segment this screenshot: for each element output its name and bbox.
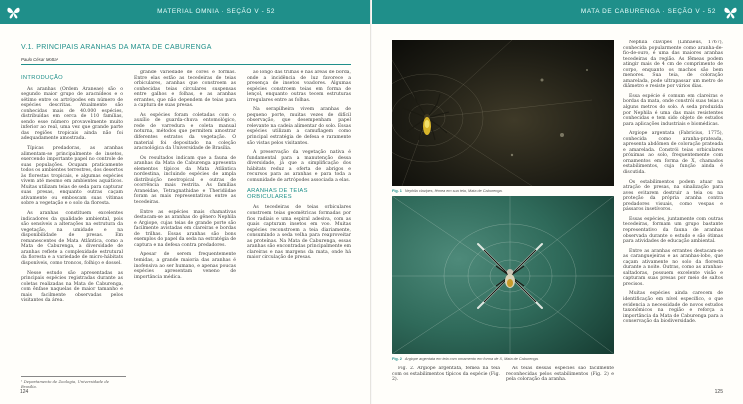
left-column-1 xyxy=(21,70,123,370)
right-bottom-column-1 xyxy=(392,366,500,386)
page-number-right: 125 xyxy=(714,389,723,395)
right-header-band xyxy=(372,0,743,24)
paragraph: Os resultados indicam que a fauna de aranhas da Mata de Caburenga apresenta elementos típicos da Mata Atlântica nordestina, incluindo espécies de ampla distribuição neotropical e outras de ocorrência mais restrita. As famílias Araneidae, Tetragnathidae e Theridiidae foram as mais representativas entre as tecedeiras. xyxy=(134,155,236,206)
paragraph: Típicas predadoras, as aranhas alimentam-se principalmente de insetos, exercendo importante papel no controle de suas populações. Ocupam praticamente todos os ambientes terrestres, dos desertos às florestas tropicais, e algumas espécies vivem até mesmo em ambientes aquáticos. Muitas utilizam teias de seda para capturar suas presas, enquanto outras caçam ativamente ou emboscam suas vítimas sobre a vegetação e o solo da floresta. xyxy=(21,146,123,207)
caption-fig-1-number: Fig. 1 xyxy=(392,189,402,193)
author-name: Paulo César Motta¹ xyxy=(21,57,59,62)
photo-argiope xyxy=(392,196,614,354)
paragraph: Apesar de serem frequentemente temidas, a grande maioria das aranhas é inofensiva ao ser humano, e apenas poucas espécies apresentam veneno de importância médica. xyxy=(134,252,236,280)
left-page xyxy=(0,0,371,404)
right-page xyxy=(372,0,743,404)
left-header-band xyxy=(0,0,371,24)
footnote: ¹ Departamento de Zoologia, Universidade de Brasília. xyxy=(21,376,126,389)
left-column-2 xyxy=(134,70,236,380)
paragraph: Argiope argentata (Fabricius, 1775), conhecida como aranha-prateada, apresenta abdômen de coloração prateada e amarelada. Constrói teias orbiculares próximas ao solo, frequentemente com ornamentos em forma de X, chamados estabilimentos, cuja função ainda é discutida. xyxy=(623,131,723,176)
paragraph: Muitas espécies ainda carecem de identificação em nível específico, o que evidencia a necessidade de novos estudos taxonômicos na região e reforça a importância da Mata de Caburenga para a conservação da biodiversidade. xyxy=(623,291,723,325)
paragraph: Nephila clavipes (Linnaeus, 1767), conhecida popularmente como aranha-de-fio-de-ouro, é uma das maiores aranhas tecedeiras da região. As fêmeas podem atingir mais de 4 cm de comprimento de corpo, enquanto os machos são bem menores. Sua teia, de coloração amarelada, pode ultrapassar um metro de diâmetro e resiste por vários dias. xyxy=(623,40,723,90)
paragraph: As aranhas (Ordem Araneae) são o segundo maior grupo de aracnídeos e o sétimo entre os artrópodes em número de espécies descritas. Atualmente são conhecidas mais de 40.000 espécies, distribuídas em cerca de 110 famílias, sendo esse número provavelmente muito inferior ao real, uma vez que grande parte das regiões tropicais ainda não foi adequadamente amostrada. xyxy=(21,86,123,142)
caption-fig-1-text: Nephila clavipes, fêmea em sua teia, Mata de Caburenga. xyxy=(404,189,503,193)
paragraph: As teias dessas espécies são facilmente reconhecidas pelos estabilimentos (Fig. 2) e pela coloração da aranha. xyxy=(506,366,614,383)
caption-fig-2-text: Argiope argentata em teia com ornamento em forma de X, Mata de Caburenga. xyxy=(404,357,539,361)
section-title: V.1. PRINCIPAIS ARANHAS DA MATA DE CABURENGA xyxy=(21,44,212,51)
caption-fig-2-number: Fig. 2 xyxy=(392,357,402,361)
paragraph: Entre as espécies mais chamativas destacam-se as aranhas do gênero Nephila e Argiope, cujas teias de grande porte são facilmente avistadas em clareiras e bordas de trilhas. Essas aranhas são bons exemplos do papel da seda na estratégia de captura e na defesa contra predadores. xyxy=(134,209,236,248)
paragraph: grande variedade de cores e formas. Entre elas estão as tecedeiras de teias orbiculares, aranhas que constroem as conhecidas teias circulares suspensas entre galhos e folhas, e as aranhas errantes, que não dependem de teias para a captura de suas presas. xyxy=(134,70,236,109)
paragraph: Nesse estudo são apresentadas as principais espécies registradas durante as coletas realizadas na Mata de Caburenga, com ênfase naquelas de maior tamanho e mais facilmente observadas pelos visitantes da área. xyxy=(21,270,123,304)
butterfly-logo-icon xyxy=(4,3,22,21)
right-running-head: MATA DE CABURENGA · SEÇÃO V - 52 xyxy=(580,8,716,15)
paragraph: As espécies foram coletadas com o auxílio de guarda-chuva entomológico, rede de varredura e coleta manual noturna, métodos que permitem amostrar diferentes estratos da vegetação. O material foi depositado na coleção aracnológica da Universidade de Brasília. xyxy=(134,112,236,152)
paragraph: Essas espécies, juntamente com outras tecedeiras, formam um grupo bastante representativo da fauna de aranhas observada durante o estudo e são ótimas para atividades de educação ambiental. xyxy=(623,216,723,245)
caption-fig-1 xyxy=(392,189,614,194)
paragraph: Fig. 2. Argiope argentata, fêmea na teia com os estabilimentos típicos da espécie (Fig. 2). xyxy=(392,366,500,383)
section-divider xyxy=(21,64,351,65)
page-number-left: 124 xyxy=(20,389,29,395)
paragraph: Na serapilheira vivem aranhas de pequeno porte, muitas vezes de difícil observação, que desempenham papel relevante na cadeia alimentar do solo. Essas espécies utilizam a camuflagem como principal estratégia de defesa e raramente são vistas pelos visitantes. xyxy=(247,107,351,146)
orb-weavers-heading: ARANHAS DE TEIAS ORBICULARES xyxy=(247,188,308,200)
photo-nephila xyxy=(392,40,614,186)
paragraph: As tecedeiras de teias orbiculares constroem teias geométricas formadas por fios radiais e uma espiral adesiva, com as quais capturam insetos em voo. Muitas espécies reconstroem a teia diariamente, consumindo a seda velha para reaproveitar as proteínas. Na Mata de Caburenga, essas aranhas são encontradas principalmente em clareiras e nas margens da mata, onde há maior circulação de presas. xyxy=(247,205,351,261)
butterfly-logo-icon xyxy=(721,3,739,21)
paragraph: Essa espécie é comum em clareiras e bordas da mata, onde constrói suas teias a alguns metros do solo. A seda produzida por Nephila é uma das mais resistentes conhecidas e tem sido objeto de estudos para aplicações industriais e biomédicas. xyxy=(623,93,723,127)
right-column-text xyxy=(623,40,723,384)
right-bottom-column-2 xyxy=(506,366,614,386)
intro-heading: INTRODUÇÃO xyxy=(21,75,63,81)
left-column-3 xyxy=(247,70,351,380)
paragraph: ao longo das trilhas e nas áreas de borda, onde a incidência de luz favorece a presença de insetos voadores. Algumas espécies constroem teias em forma de lençol, enquanto outras tecem estruturas irregulares entre as folhas. xyxy=(247,70,351,103)
paragraph: Entre as aranhas errantes destacam-se as caranguejeiras e as aranhas-lobo, que caçam ativamente no solo da floresta durante a noite. Outras, como as aranhas-saltadoras, possuem excelente visão e capturam suas presas por meio de saltos precisos. xyxy=(623,248,723,287)
left-running-head: MATERIAL OMNIA · SEÇÃO V - 52 xyxy=(157,8,275,15)
paragraph: Os estabilimentos podem atuar na atração de presas, na sinalização para aves evitarem destruir a teia ou na proteção da própria aranha contra predadores visuais, como vespas e pássaros insetívoros. xyxy=(623,179,723,213)
paragraph: As aranhas constituem excelentes indicadores da qualidade ambiental, pois são sensíveis a alterações na estrutura da vegetação, na umidade e na disponibilidade de presas. Em remanescentes de Mata Atlântica, como a Mata de Caburenga, a diversidade de aranhas reflete a complexidade estrutural da floresta e a variedade de micro-hábitats disponíveis, como troncos, folhiço e dossel. xyxy=(21,211,123,266)
caption-fig-2 xyxy=(392,357,614,362)
paragraph: A preservação da vegetação nativa é fundamental para a manutenção dessa diversidade, já que a simplificação dos hábitats reduz a oferta de abrigos e recursos para as aranhas e para toda a comunidade de artrópodes associada a elas. xyxy=(247,150,351,183)
